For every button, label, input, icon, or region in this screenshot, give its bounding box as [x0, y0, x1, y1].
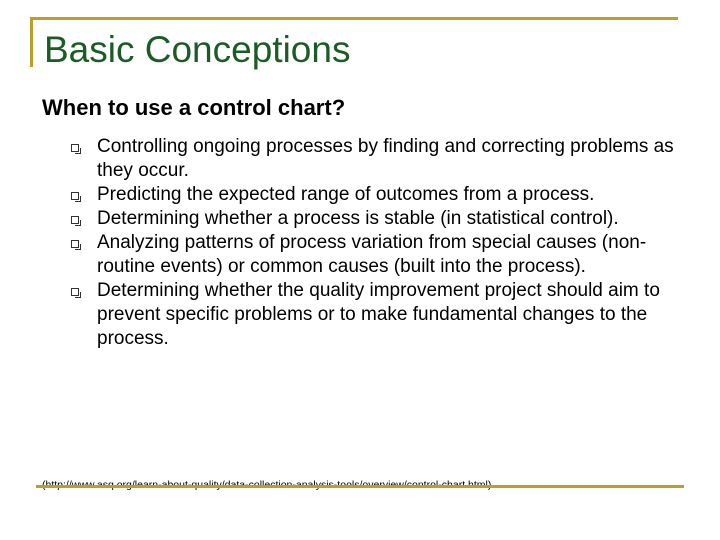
hollow-square-bullet-icon	[71, 144, 79, 152]
bullet-item	[97, 279, 687, 351]
bullet-item	[97, 207, 687, 231]
hollow-square-bullet-icon	[71, 216, 79, 224]
bullet-item	[97, 183, 687, 207]
hollow-square-bullet-icon	[71, 288, 79, 296]
bullet-item	[97, 231, 687, 279]
bullet-text: Analyzing patterns of process variation from special causes (non-routine events) or common causes (built into the process).	[97, 232, 647, 277]
slide-subtitle: When to use a control chart?	[42, 95, 346, 120]
bullet-item	[97, 135, 687, 183]
bullet-text: Controlling ongoing processes by finding and correcting problems as they occur.	[97, 136, 674, 181]
bullet-text: Determining whether the quality improvement project should aim to prevent specific problems or to make fundamental changes to the process.	[97, 280, 660, 349]
slide-title: Basic Conceptions	[44, 29, 351, 70]
bullet-list	[97, 135, 687, 351]
bullet-text: Predicting the expected range of outcomes from a process.	[97, 184, 595, 205]
hollow-square-bullet-icon	[71, 240, 79, 248]
top-rule	[30, 17, 678, 20]
bullet-text: Determining whether a process is stable (in statistical control).	[97, 208, 619, 229]
bottom-rule	[36, 485, 684, 488]
left-rule	[30, 17, 33, 67]
hollow-square-bullet-icon	[71, 192, 79, 200]
